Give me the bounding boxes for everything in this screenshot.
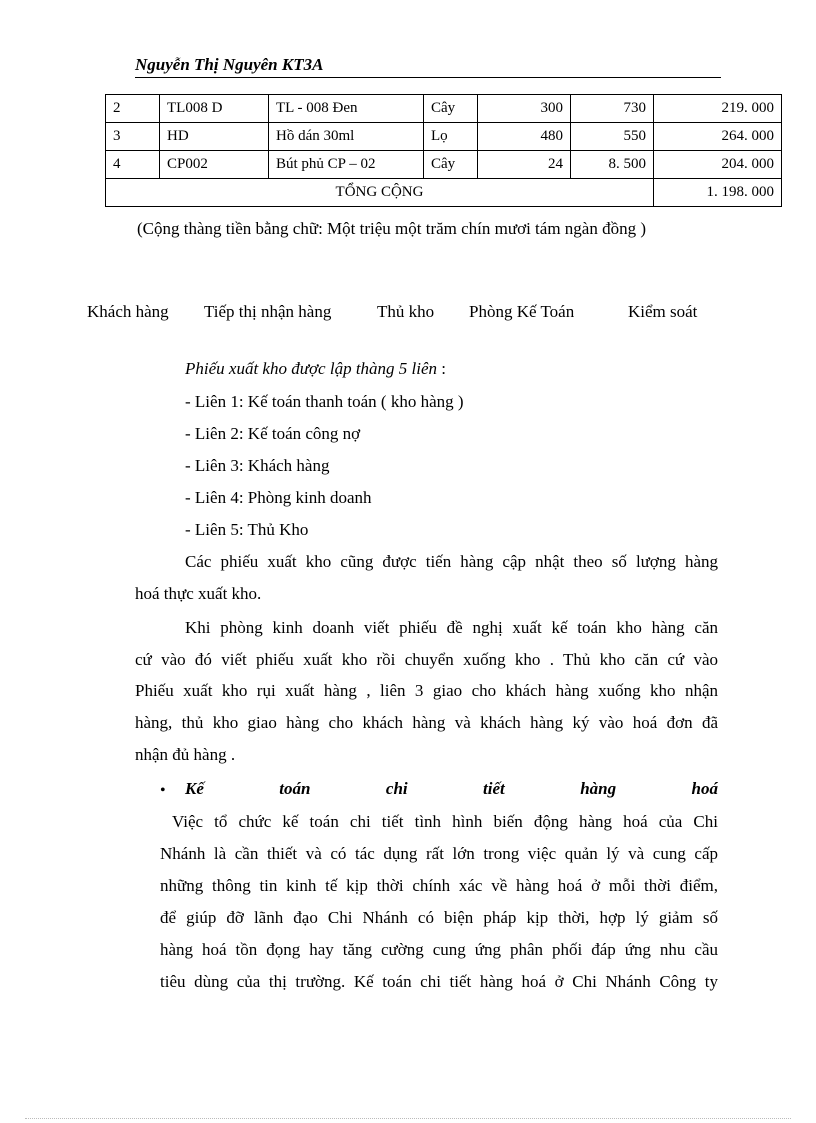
- total-label: TỔNG CỘNG: [106, 179, 654, 207]
- signature-customer: Khách hàng: [87, 302, 169, 321]
- paragraph-line: Nhánh là cần thiết và có tác dụng rất lớn trong việc quản lý và cung cấp: [160, 844, 718, 863]
- item-unit: Lọ: [424, 123, 478, 151]
- page-bottom-divider: [25, 1118, 791, 1119]
- amount-in-words: (Cộng thàng tiền bằng chữ: Một triệu một trăm chín mươi tám ngàn đồng ): [137, 219, 646, 238]
- item-amount: 204. 000: [654, 151, 782, 179]
- row-number: 2: [106, 95, 160, 123]
- item-name: Hồ dán 30ml: [269, 123, 424, 151]
- copies-intro: [185, 359, 446, 379]
- bullet-icon: •: [160, 782, 166, 799]
- item-name: Bút phủ CP – 02: [269, 151, 424, 179]
- item-quantity: 300: [478, 95, 571, 123]
- signature-marketing-receiver: Tiếp thị nhận hàng: [204, 302, 332, 321]
- paragraph-line: những thông tin kinh tế kịp thời chính xác về hàng hoá ở mỗi thời điểm,: [160, 876, 718, 895]
- paragraph-line: Việc tổ chức kế toán chi tiết tình hình biến động hàng hoá của Chi: [172, 812, 718, 831]
- table-row: [106, 123, 782, 151]
- item-quantity: 24: [478, 151, 571, 179]
- copy-item: - Liên 4: Phòng kinh doanh: [185, 488, 372, 507]
- paragraph-line: tiêu dùng của thị trường. Kế toán chi tiết hàng hoá ở Chi Nhánh Công ty: [160, 972, 718, 991]
- paragraph-line: hàng hoá tồn đọng hay tăng cường cung ứng phân phối đáp ứng nhu cầu: [160, 940, 718, 959]
- row-number: 3: [106, 123, 160, 151]
- copy-item: - Liên 5: Thủ Kho: [185, 520, 309, 539]
- table-total-row: [106, 179, 782, 207]
- paragraph-line: Khi phòng kinh doanh viết phiếu đề nghị xuất kế toán kho hàng căn: [185, 618, 718, 637]
- copy-item: - Liên 2: Kế toán công nợ: [185, 424, 361, 443]
- item-unit-price: 8. 500: [571, 151, 654, 179]
- table-row: [106, 151, 782, 179]
- copy-item: - Liên 3: Khách hàng: [185, 456, 330, 475]
- paragraph-line: hoá thực xuất kho.: [135, 584, 262, 603]
- paragraph-line: hàng, thủ kho giao hàng cho khách hàng và khách hàng ký vào hoá đơn đã: [135, 713, 718, 732]
- item-unit: Cây: [424, 95, 478, 123]
- item-quantity: 480: [478, 123, 571, 151]
- item-amount: 219. 000: [654, 95, 782, 123]
- item-code: HD: [160, 123, 269, 151]
- paragraph-line: Phiếu xuất kho rụi xuất hàng , liên 3 giao cho khách hàng xuống kho nhận: [135, 681, 718, 700]
- total-amount: 1. 198. 000: [654, 179, 782, 207]
- goods-table: [105, 94, 782, 207]
- row-number: 4: [106, 151, 160, 179]
- item-code: CP002: [160, 151, 269, 179]
- section-heading: Kế toán chi tiết hàng hoá: [185, 779, 718, 798]
- item-amount: 264. 000: [654, 123, 782, 151]
- item-unit-price: 550: [571, 123, 654, 151]
- paragraph-line: nhận đủ hàng .: [135, 745, 236, 764]
- item-name: TL - 008 Đen: [269, 95, 424, 123]
- copy-item: - Liên 1: Kế toán thanh toán ( kho hàng ): [185, 392, 464, 411]
- paragraph-line: để giúp đỡ lãnh đạo Chi Nhánh có biện pháp kịp thời, hợp lý giảm số: [160, 908, 718, 927]
- item-unit-price: 730: [571, 95, 654, 123]
- signature-storekeeper: Thủ kho: [377, 302, 435, 321]
- signature-accounting: Phòng Kế Toán: [469, 302, 575, 321]
- table-row: [106, 95, 782, 123]
- copies-intro-text: Phiếu xuất kho được lập thàng 5 liên: [185, 359, 438, 378]
- paragraph-line: Các phiếu xuất kho cũng được tiến hàng cập nhật theo số lượng hàng: [185, 552, 718, 571]
- document-header-author: Nguyễn Thị Nguyên KT3A: [135, 55, 324, 74]
- copies-intro-colon: :: [437, 359, 447, 378]
- header-divider: [135, 77, 721, 78]
- paragraph-line: cứ vào đó viết phiếu xuất kho rồi chuyển xuống kho . Thủ kho căn cứ vào: [135, 650, 718, 669]
- item-code: TL008 D: [160, 95, 269, 123]
- item-unit: Cây: [424, 151, 478, 179]
- signature-control: Kiểm soát: [628, 302, 698, 321]
